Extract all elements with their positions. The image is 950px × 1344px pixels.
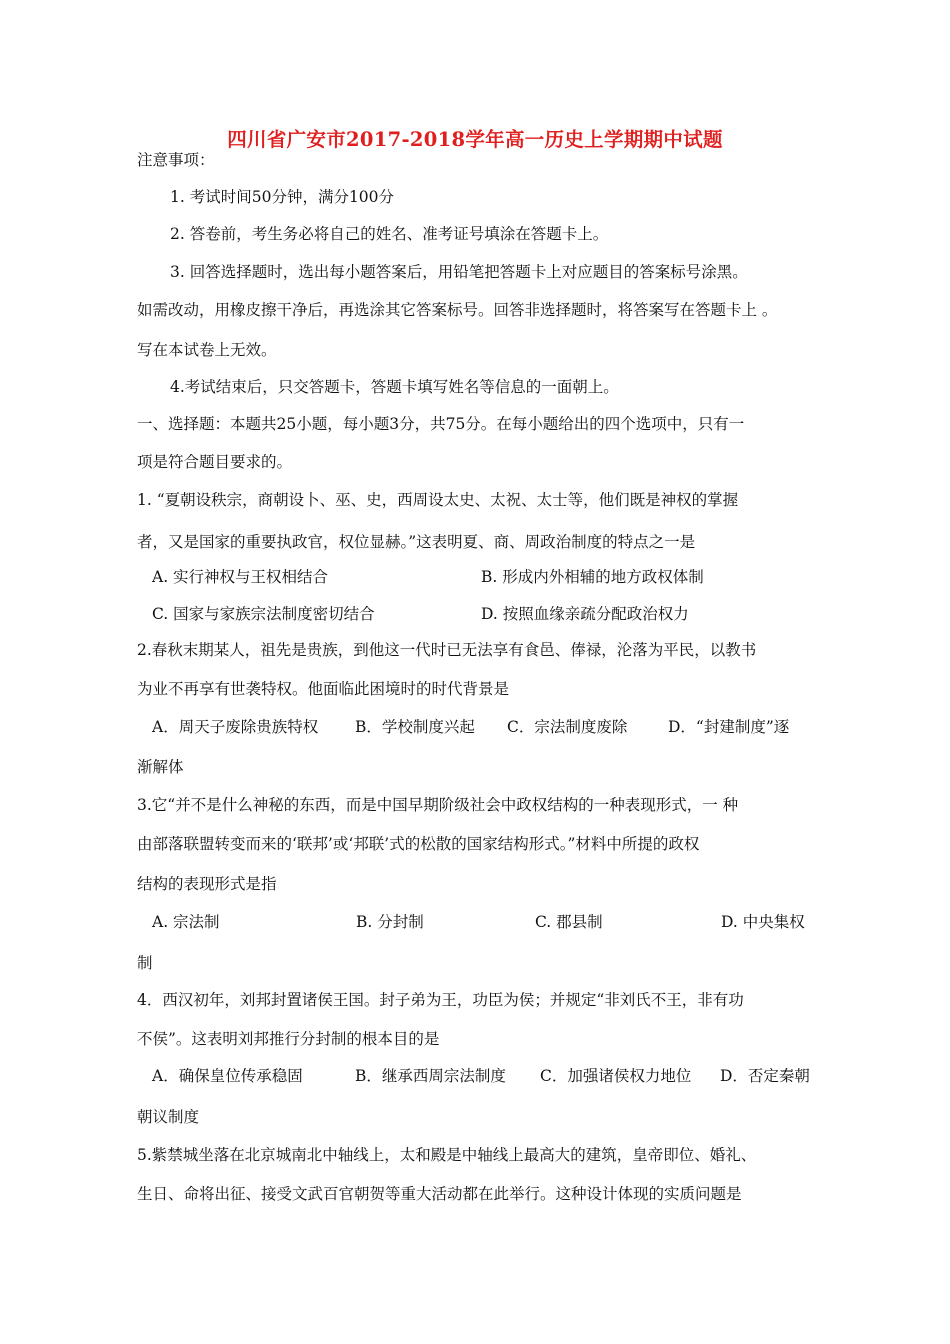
- question-4-line-2: 不侯”。这表明刘邦推行分封制的根本目的是: [137, 1030, 440, 1048]
- notice-heading: 注意事项：: [137, 151, 215, 169]
- question-4-option-a: A．确保皇位传承稳固: [152, 1067, 303, 1085]
- notice-item-2: 2. 答卷前，考生务必将自己的姓名、准考证号填涂在答题卡上。: [170, 225, 609, 243]
- notice-item-3-line-2: 如需改动，用橡皮擦干净后，再选涂其它答案标号。回答非选择题时，将答案写在答题卡上 。: [137, 301, 778, 319]
- question-1-option-c: C. 国家与家族宗法制度密切结合: [152, 605, 375, 623]
- question-5-line-2: 生日、命将出征、接受文武百官朝贺等重大活动都在此举行。这种设计体现的实质问题是: [137, 1185, 742, 1203]
- question-3-option-c: C. 郡县制: [535, 913, 603, 931]
- page-title: 四川省广安市2017-2018学年高一历史上学期期中试题: [227, 128, 723, 151]
- question-1-option-a: A. 实行神权与王权相结合: [152, 568, 329, 586]
- question-4-option-b: B．继承西周宗法制度: [355, 1067, 506, 1085]
- question-3-option-d: D. 中央集权: [721, 913, 805, 931]
- question-2-option-d: D．“封建制度”逐: [668, 718, 790, 736]
- question-2-option-a: A．周天子废除贵族特权: [152, 718, 319, 736]
- question-2-option-d-continued: 渐解体: [137, 758, 184, 776]
- notice-item-4: 4.考试结束后，只交答题卡，答题卡填写姓名等信息的一面朝上。: [170, 378, 619, 396]
- question-1-line-1: 1. “夏朝设秩宗，商朝设卜、巫、史，西周设太史、太祝、太士等，他们既是神权的掌握: [137, 491, 739, 509]
- question-4-line-1: 4．西汉初年，刘邦封置诸侯王国。封子弟为王，功臣为侯；并规定“非刘氏不王，非有功: [137, 991, 744, 1009]
- question-2-line-2: 为业不再享有世袭特权。他面临此困境时的时代背景是: [137, 680, 510, 698]
- question-5-line-1: 5.紫禁城坐落在北京城南北中轴线上，太和殿是中轴线上最高大的建筑，皇帝即位、婚礼、: [137, 1146, 757, 1164]
- question-2-line-1: 2.春秋末期某人，祖先是贵族，到他这一代时已无法享有食邑、俸禄，沦落为平民，以教书: [137, 641, 757, 659]
- question-3-option-b: B. 分封制: [356, 913, 424, 931]
- question-3-line-1: 3.它“并不是什么神秘的东西，而是中国早期阶级社会中政权结构的一种表现形式，一 种: [137, 796, 739, 814]
- question-2-option-b: B．学校制度兴起: [355, 718, 475, 736]
- question-3-option-d-continued: 制: [137, 954, 153, 972]
- question-3-line-3: 结构的表现形式是指: [137, 875, 277, 893]
- question-1-option-d: D. 按照血缘亲疏分配政治权力: [481, 605, 689, 623]
- question-4-option-d: D．否定秦朝: [720, 1067, 810, 1085]
- notice-item-1: 1. 考试时间50分钟，满分100分: [170, 188, 395, 206]
- question-2-option-c: C．宗法制度废除: [507, 718, 628, 736]
- question-1-option-b: B. 形成内外相辅的地方政权体制: [481, 568, 704, 586]
- notice-item-3-line-1: 3. 回答选择题时，选出每小题答案后，用铅笔把答题卡上对应题目的答案标号涂黑。: [170, 263, 748, 281]
- notice-item-3-line-3: 写在本试卷上无效。: [137, 341, 277, 359]
- question-4-option-d-continued: 朝议制度: [137, 1108, 200, 1126]
- question-1-line-2: 者，又是国家的重要执政官，权位显赫。”这表明夏、商、周政治制度的特点之一是: [137, 533, 696, 551]
- question-3-line-2: 由部落联盟转变而来的‘联邦’或‘邦联’式的松散的国家结构形式。”材料中所提的政权: [137, 835, 700, 853]
- section-heading-line-2: 项是符合题目要求的。: [137, 453, 293, 471]
- question-3-option-a: A. 宗法制: [152, 913, 220, 931]
- section-heading-line-1: 一、选择题：本题共25小题，每小题3分，共75分。在每小题给出的四个选项中，只有一: [137, 415, 745, 433]
- question-4-option-c: C．加强诸侯权力地位: [540, 1067, 692, 1085]
